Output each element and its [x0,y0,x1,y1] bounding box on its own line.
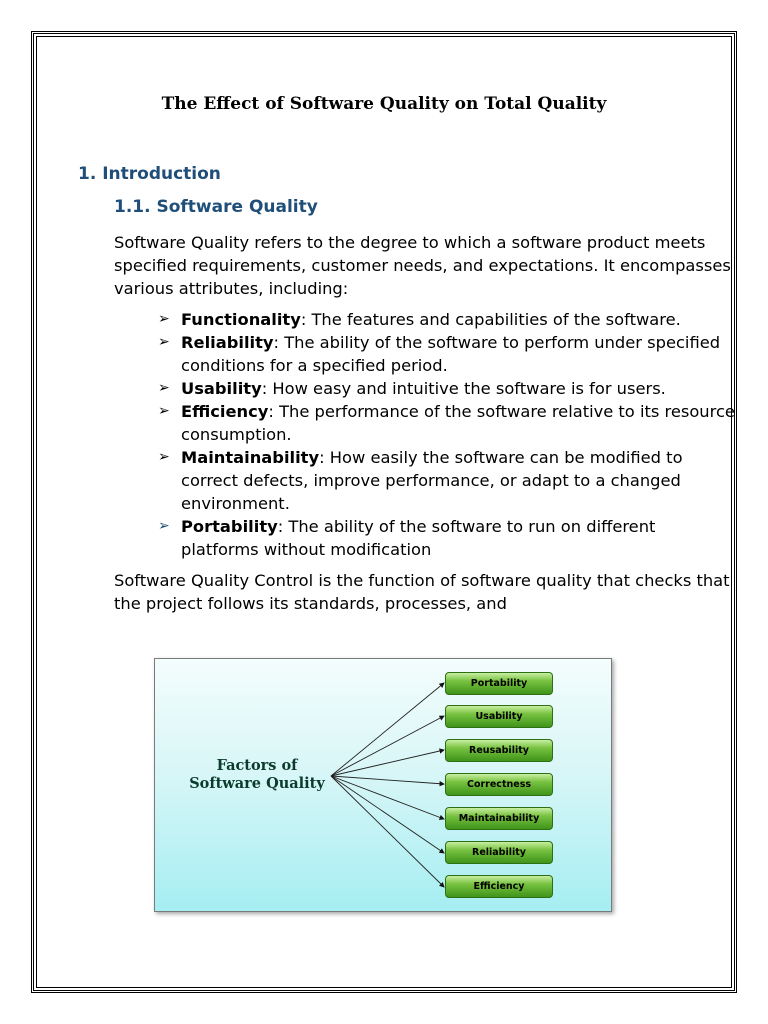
factor-box-reusability: Reusability [445,739,553,762]
factor-box-correctness: Correctness [445,773,553,796]
factor-box-efficiency: Efficiency [445,875,553,898]
connector-line [331,750,444,776]
list-item [158,331,738,377]
bullet-term: Functionality [181,310,301,329]
subsection-heading: 1.1. Software Quality [114,197,318,217]
arrowhead-bullet-icon: ➢ [158,311,170,327]
connector-line [331,716,444,776]
list-item [158,308,738,331]
bullet-term: Reliability [181,333,274,352]
bullet-text: : How easily the software can be modified to correct defects, improve performance, or adapt to a changed environment. [181,448,683,513]
bullet-text: : The ability of the software to run on different platforms without modification [181,517,656,559]
list-item [158,515,738,561]
list-item [158,377,738,400]
factor-box-portability: Portability [445,672,553,695]
bullet-term: Portability [181,517,278,536]
factor-box-usability: Usability [445,705,553,728]
diagram-title [177,757,337,793]
arrowhead-bullet-icon: ➢ [158,449,170,465]
bullet-text: : The performance of the software relative to its resource consumption. [181,402,735,444]
list-item [158,446,738,515]
bullet-term: Usability [181,379,262,398]
bullet-term: Efficiency [181,402,269,421]
diagram-title-line: Software Quality [189,775,325,792]
diagram-title-line: Factors of [216,757,298,774]
arrowhead-bullet-icon: ➢ [158,403,170,419]
list-item [158,400,738,446]
intro-paragraph: Software Quality refers to the degree to which a software product meets specified requirements, customer needs, and expectations. It encompasses various attributes, including: [114,233,731,298]
attribute-list [158,308,738,561]
connector-line [331,776,444,853]
arrowhead-bullet-icon: ➢ [158,380,170,396]
bullet-text: : The features and capabilities of the software. [300,310,681,329]
bullet-text: : The ability of the software to perform under specified conditions for a specified period. [181,333,721,375]
connector-line [331,776,444,887]
factor-box-maintainability: Maintainability [445,807,553,830]
software-quality-factors-diagram [154,658,612,912]
bullet-term: Maintainability [181,448,320,467]
arrowhead-bullet-icon: ➢ [158,518,170,534]
arrowhead-bullet-icon: ➢ [158,334,170,350]
factor-box-reliability: Reliability [445,841,553,864]
closing-paragraph: Software Quality Control is the function of software quality that checks that the project follows its standards, processes, and [114,571,730,613]
section-heading: 1. Introduction [78,164,221,184]
bullet-text: : How easy and intuitive the software is for users. [261,379,666,398]
connector-line [331,683,444,776]
document-title: The Effect of Software Quality on Total Quality [161,94,607,114]
